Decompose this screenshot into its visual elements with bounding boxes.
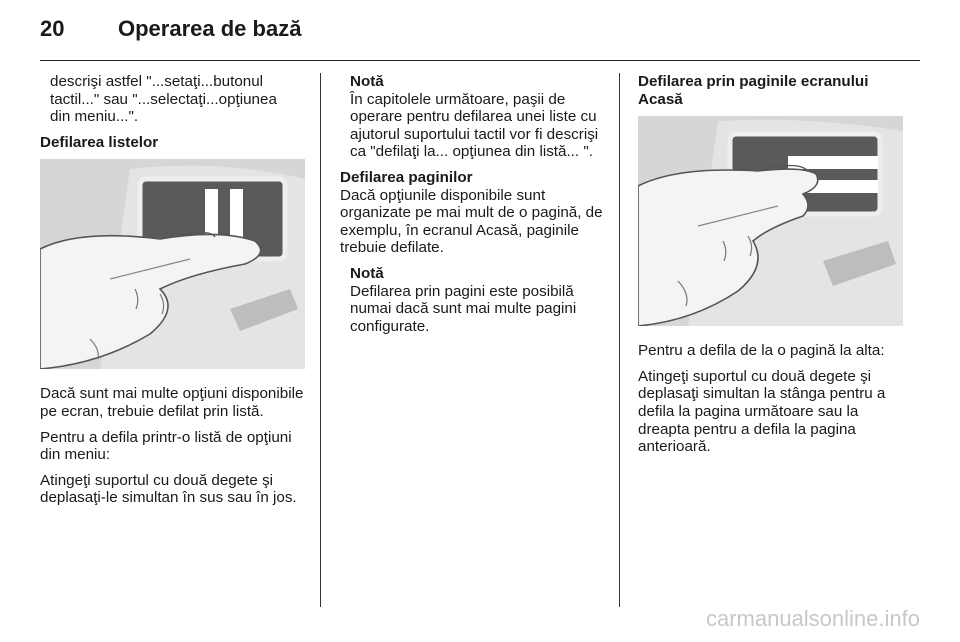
note-box-1 <box>340 73 608 161</box>
paragraph-touch-vertical: Atingeţi suportul cu două degete şi deplasaţi-le simultan în sus sau în jos. <box>40 471 297 507</box>
note-heading-2: Notă <box>350 264 384 282</box>
page-title: Operarea de bază <box>118 16 302 41</box>
continuation-line-2: tactil..." sau "...selectaţi...opţiunea <box>50 90 277 108</box>
paragraph-page-options: Dacă opţiunile disponibile sunt organizate pe mai mult de o pagină, de exemplu, în ecranul Acasă, paginile trebuie defilate. <box>340 186 603 257</box>
continuation-line-1: descrişi astfel "...setaţi...butonul <box>50 73 264 90</box>
note-heading-1: Notă <box>350 73 384 90</box>
header-rule <box>40 60 920 61</box>
note-box-2 <box>340 265 608 335</box>
continuation-line-3: din meniu...". <box>50 108 139 126</box>
paragraph-list-options: Dacă sunt mai multe opţiuni disponibile pe ecran, trebuie defilat prin listă. <box>40 385 304 420</box>
continuation-text <box>40 73 305 126</box>
note-body-1: În capitolele următoare, paşii de operare pentru defilarea unei liste cu ajutorul suportului tactil vor fi descrişi ca "defilaţi la... opţiunea din listă... ". <box>350 90 599 161</box>
figure-two-finger-horizontal-scroll <box>638 116 903 326</box>
watermark: carmanualsonline.info <box>705 606 920 631</box>
paragraph-page-to-page: Pentru a defila de la o pagină la alta: <box>638 342 885 360</box>
column-3 <box>638 73 903 464</box>
section-heading-home-pages: Defilarea prin paginile ecranului Acasă <box>638 73 869 108</box>
touchpad-horizontal-illustration <box>638 116 903 326</box>
column-2 <box>340 73 608 335</box>
paragraph-touch-horizontal: Atingeţi suportul cu două degete şi deplasaţi simultan la stânga pentru a defila la pagina următoare sau la dreapta pentru a defila la pagina anterioară. <box>638 367 886 456</box>
section-heading-list-scroll: Defilarea listelor <box>40 133 159 151</box>
column-divider-2 <box>619 73 620 607</box>
column-divider-1 <box>320 73 321 607</box>
page-number: 20 <box>40 16 65 41</box>
page-header <box>40 16 301 52</box>
paragraph-scroll-menu-list: Pentru a defila printr-o listă de opţiuni din meniu: <box>40 428 292 464</box>
note-body-2: Defilarea prin pagini este posibilă numai dacă sunt mai multe pagini configurate. <box>350 282 577 335</box>
column-1 <box>40 73 305 515</box>
figure-two-finger-vertical-scroll <box>40 159 305 369</box>
section-heading-page-scroll: Defilarea paginilor <box>340 168 473 186</box>
touchpad-vertical-illustration <box>40 159 305 369</box>
